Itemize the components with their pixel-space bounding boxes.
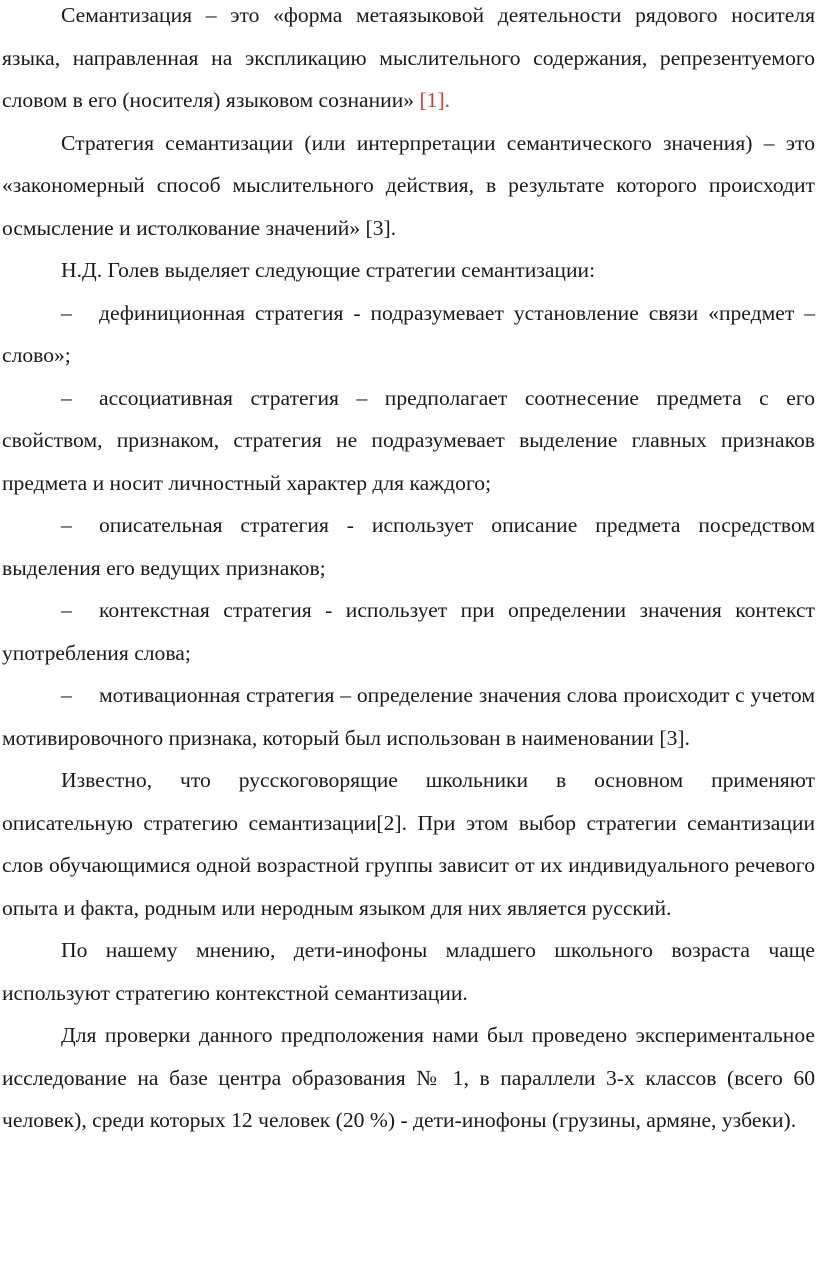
paragraph-definition: [2, 0, 815, 122]
paragraph-strategy: Стратегия семантизации (или интерпретации семантического значения) – это «закономерный способ мыслительного действия, в результате которого происходит осмысление и истолкование значений» [3].: [2, 130, 815, 240]
list-item-text: контекстная стратегия - использует при определении значения контекст употребления слова;: [2, 598, 815, 665]
list-item: [2, 377, 815, 505]
paragraph-definition-text: Семантизация – это «форма метаязыковой деятельности рядового носителя языка, направленная на экспликацию мыслительного содержания, репрезентуемого словом в его (носителя) языковом сознании»: [2, 3, 815, 112]
list-item: [2, 589, 815, 674]
list-item-text: описательная стратегия - использует описание предмета посредством выделения его ведущих признаков;: [2, 513, 815, 580]
list-item: [2, 292, 815, 377]
list-item: [2, 504, 815, 589]
list-item-text: мотивационная стратегия – определение значения слова происходит с учетом мотивировочного признака, который был использован в наименовании [3].: [2, 683, 815, 750]
paragraph-opinion: По нашему мнению, дети-инофоны младшего школьного возраста чаще используют стратегию контекстной семантизации.: [2, 938, 815, 1005]
list-dash-marker: –: [61, 300, 72, 325]
paragraph-experiment: Для проверки данного предположения нами был проведено экспериментальное исследование на базе центра образования № 1, в параллели 3-х классов (всего 60 человек), среди которых 12 человек (20 %) - дети-инофоны (грузины, армяне, узбеки).: [2, 1023, 815, 1132]
paragraph-golev-intro: Н.Д. Голев выделяет следующие стратегии семантизации:: [61, 258, 596, 282]
list-item: [2, 674, 815, 759]
list-dash-marker: –: [61, 385, 72, 410]
list-dash-marker: –: [61, 598, 72, 622]
list-dash-marker: –: [61, 683, 72, 707]
list-dash-marker: –: [61, 513, 72, 537]
list-item-text: ассоциативная стратегия – предполагает соотнесение предмета с его свойством, признаком, стратегия не подразумевает выделение главных признаков предмета и носит личностный характер для каждого;: [2, 385, 815, 495]
citation-link-1[interactable]: [1].: [414, 88, 451, 112]
list-item-text: дефиниционная стратегия - подразумевает установление связи «предмет – слово»;: [2, 300, 815, 367]
paragraph-known-fact: Известно, что русскоговорящие школьники в основном применяют описательную стратегию семантизации[2]. При этом выбор стратегии семантизации слов обучающимися одной возрастной группы зависит от их индивидуального речевого опыта и факта, родным или неродным языком для них является русский.: [2, 768, 815, 920]
